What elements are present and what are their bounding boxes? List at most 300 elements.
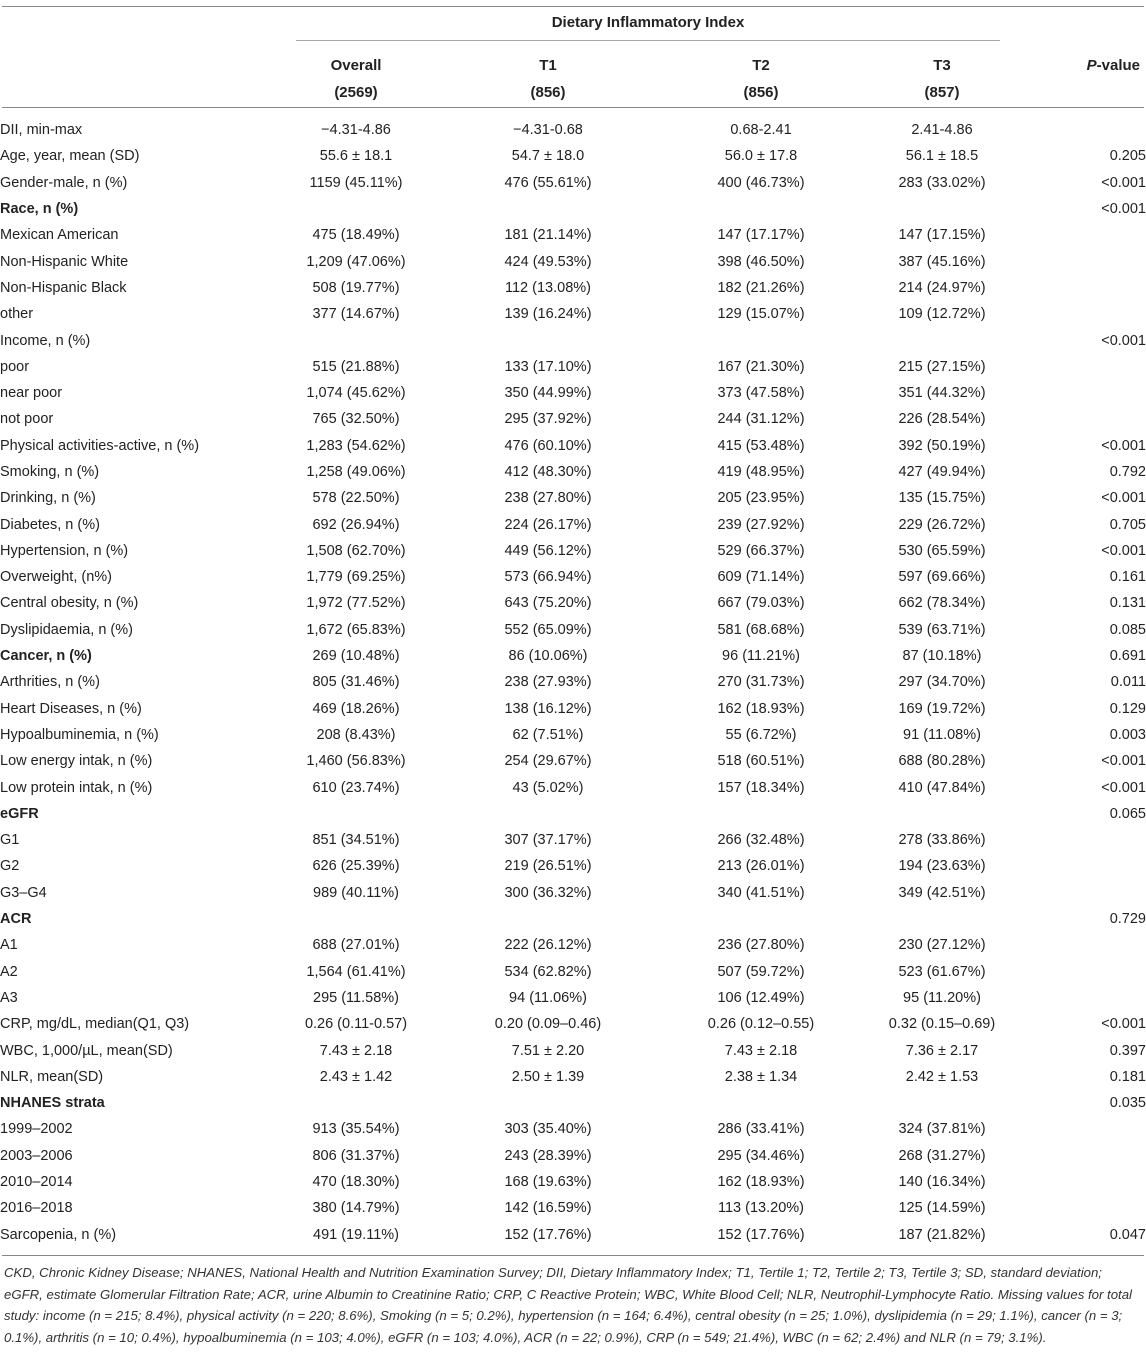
row-label: 2003–2006 [0, 1147, 73, 1164]
spacer-cell [416, 222, 488, 248]
cell-t3: 324 (37.81%) [898, 1121, 986, 1138]
cell-t3: 530 (65.59%) [898, 542, 986, 559]
table-row [0, 669, 1146, 695]
cell-t2: 152 (17.76%) [717, 1226, 805, 1243]
cell-overall: 1,209 (47.06%) [306, 253, 406, 270]
cell-t2: 0.68-2.41 [730, 122, 792, 139]
spacer-cell [416, 275, 488, 301]
table-row [0, 485, 1146, 511]
cell-t1: 300 (36.32%) [504, 884, 592, 901]
row-label: Overweight, (n%) [0, 569, 113, 586]
cell-pvalue: <0.001 [1101, 332, 1146, 349]
spacer-cell [608, 170, 701, 196]
cell-t1: 254 (29.67%) [504, 753, 592, 770]
cell-pvalue [1002, 222, 1146, 248]
spacer-cell [608, 1064, 701, 1090]
cell-t1: 94 (11.06%) [509, 989, 587, 1006]
row-label: Diabetes, n (%) [0, 516, 100, 533]
spacer-cell [416, 590, 488, 616]
spacer-cell [416, 143, 488, 169]
row-label: Age, year, mean (SD) [0, 148, 140, 165]
cell-t3: 140 (16.34%) [898, 1174, 986, 1191]
spacer-cell [416, 327, 488, 353]
spacer-cell [416, 853, 488, 879]
row-label: Central obesity, n (%) [0, 595, 139, 612]
cell-overall: 1,460 (56.83%) [306, 753, 406, 770]
spacer-cell [821, 564, 882, 590]
spacer-cell [608, 380, 701, 406]
cell-t3: 539 (63.71%) [898, 621, 986, 638]
cell-t2: 182 (21.26%) [717, 279, 805, 296]
cell-overall: 765 (32.50%) [312, 411, 400, 428]
cell-t3 [882, 196, 1002, 222]
cell-t3: 2.41-4.86 [911, 122, 973, 139]
cell-t3 [882, 1090, 1002, 1116]
spacer-cell [416, 932, 488, 958]
table-row [0, 880, 1146, 906]
cell-pvalue: <0.001 [1101, 753, 1146, 770]
spacer-cell [821, 801, 882, 827]
spacer-cell [821, 301, 882, 327]
cell-t3: 87 (10.18%) [902, 648, 982, 665]
spacer-cell [608, 354, 701, 380]
cell-pvalue: <0.001 [1101, 437, 1146, 454]
cell-t2: 236 (27.80%) [717, 937, 805, 954]
pvalue-italic: P [1086, 57, 1097, 74]
spacer-cell [416, 696, 488, 722]
cell-t1 [488, 1090, 608, 1116]
cell-t1: 152 (17.76%) [504, 1226, 592, 1243]
cell-t1: 573 (66.94%) [504, 569, 592, 586]
table-row [0, 170, 1146, 196]
cell-pvalue: 0.131 [1109, 595, 1146, 612]
cell-t1: 350 (44.99%) [504, 385, 592, 402]
spacer-cell [416, 1090, 488, 1116]
table-row [0, 906, 1146, 932]
spacer-cell [608, 590, 701, 616]
spacer-cell [821, 1143, 882, 1169]
cell-t3: 688 (80.28%) [898, 753, 986, 770]
cell-t1: 238 (27.93%) [504, 674, 592, 691]
row-label: Dyslipidaemia, n (%) [0, 621, 133, 638]
cell-t3: 230 (27.12%) [898, 937, 986, 954]
cell-overall: 578 (22.50%) [312, 490, 400, 507]
spacer-cell [608, 1221, 701, 1247]
table-body [0, 117, 1146, 1248]
cell-t2: 419 (48.95%) [717, 464, 805, 480]
table-row [0, 117, 1146, 143]
spacer-cell [608, 985, 701, 1011]
cell-t3: 135 (15.75%) [898, 490, 986, 507]
cell-t2 [701, 1090, 821, 1116]
cell-t2: 507 (59.72%) [717, 963, 805, 980]
row-label: NHANES strata [0, 1095, 105, 1112]
spacer-cell [608, 564, 701, 590]
spacer-cell [416, 801, 488, 827]
table-row [0, 511, 1146, 537]
spacer-cell [608, 275, 701, 301]
cell-pvalue: <0.001 [1101, 542, 1146, 559]
column-header-name: T1 [539, 57, 557, 74]
spacer-cell [821, 354, 882, 380]
table-bottom-rule [2, 1255, 1144, 1256]
cell-t2: 400 (46.73%) [717, 174, 805, 191]
table-row [0, 564, 1146, 590]
cell-t1: 168 (19.63%) [504, 1174, 592, 1191]
cell-t2 [701, 196, 821, 222]
cell-pvalue: 0.035 [1109, 1095, 1146, 1112]
spacer-cell [416, 196, 488, 222]
table-row [0, 1090, 1146, 1116]
row-label: A2 [0, 963, 18, 980]
spacer-cell [821, 643, 882, 669]
pvalue-rest: -value [1096, 57, 1140, 74]
cell-t3: 125 (14.59%) [898, 1200, 986, 1217]
cell-t2: 106 (12.49%) [717, 989, 805, 1006]
spacer-cell [416, 669, 488, 695]
table-row [0, 985, 1146, 1011]
cell-overall: 475 (18.49%) [312, 227, 400, 244]
spacer-cell [608, 1011, 701, 1037]
row-label: Mexican American [0, 227, 119, 244]
spacer-cell [416, 748, 488, 774]
spacer-cell [608, 117, 701, 143]
spacer-cell [821, 538, 882, 564]
table-row [0, 538, 1146, 564]
cell-t1: 43 (5.02%) [512, 779, 584, 796]
row-label: Hypertension, n (%) [0, 542, 129, 559]
row-label: not poor [0, 411, 54, 428]
spacer-cell [416, 959, 488, 985]
cell-pvalue: 0.011 [1110, 674, 1146, 691]
cell-overall: 7.43 ± 2.18 [319, 1042, 393, 1059]
cell-pvalue [1002, 275, 1146, 301]
cell-pvalue: <0.001 [1101, 1016, 1146, 1033]
spacer-cell [821, 275, 882, 301]
spacer-cell [821, 143, 882, 169]
cell-overall: 805 (31.46%) [312, 674, 400, 691]
spacer-cell [821, 433, 882, 459]
cell-t1: 534 (62.82%) [504, 963, 592, 980]
cell-t1: 7.51 ± 2.20 [511, 1042, 585, 1059]
cell-t3: 214 (24.97%) [898, 279, 986, 296]
data-table [0, 117, 1146, 1248]
cell-t3: 95 (11.20%) [903, 989, 981, 1006]
spacer-cell [821, 1037, 882, 1063]
column-header-t3 [882, 52, 1002, 106]
table-row [0, 433, 1146, 459]
spacer-cell [416, 617, 488, 643]
table-row [0, 853, 1146, 879]
cell-t3: 662 (78.34%) [898, 595, 986, 612]
cell-pvalue [1002, 248, 1146, 274]
spacer-cell [821, 248, 882, 274]
cell-overall [296, 1090, 416, 1116]
cell-t3: 229 (26.72%) [898, 516, 986, 533]
spacer-cell [416, 1116, 488, 1142]
table-row [0, 1116, 1146, 1142]
cell-t2: 667 (79.03%) [717, 595, 805, 612]
cell-t1: 86 (10.06%) [508, 648, 588, 665]
table-row [0, 959, 1146, 985]
cell-t3: 597 (69.66%) [898, 569, 986, 586]
cell-t3: 187 (21.82%) [898, 1226, 986, 1243]
cell-t1: 643 (75.20%) [504, 595, 592, 612]
spacer-cell [821, 1195, 882, 1221]
spacer-cell [416, 406, 488, 432]
spacer-cell [608, 485, 701, 511]
spacer-cell [821, 1116, 882, 1142]
cell-pvalue: <0.001 [1101, 490, 1146, 507]
cell-pvalue [1002, 959, 1146, 985]
row-label: eGFR [0, 805, 39, 822]
cell-overall: 508 (19.77%) [312, 279, 400, 296]
cell-t2: 398 (46.50%) [717, 253, 805, 270]
cell-t2 [701, 327, 821, 353]
row-label: CRP, mg/dL, median(Q1, Q3) [0, 1016, 190, 1033]
cell-overall: 1,972 (77.52%) [306, 595, 406, 612]
spacer-cell [821, 511, 882, 537]
cell-t2 [701, 906, 821, 932]
spacer-cell [821, 380, 882, 406]
cell-overall: 2.43 ± 1.42 [319, 1068, 393, 1085]
cell-overall: 0.26 (0.11-0.57) [304, 1016, 408, 1033]
group-header-rule [296, 40, 1000, 41]
cell-t2: 295 (34.46%) [717, 1147, 805, 1164]
cell-pvalue [1002, 1116, 1146, 1142]
table-row [0, 801, 1146, 827]
table-row [0, 143, 1146, 169]
cell-t3 [882, 327, 1002, 353]
cell-overall: 491 (19.11%) [313, 1226, 399, 1243]
spacer-cell [416, 354, 488, 380]
column-header-n: (857) [924, 84, 960, 101]
spacer-cell [608, 748, 701, 774]
table-row [0, 196, 1146, 222]
row-label: Low protein intak, n (%) [0, 779, 153, 796]
table-row [0, 380, 1146, 406]
cell-overall [296, 327, 416, 353]
cell-t1: 243 (28.39%) [504, 1147, 592, 1164]
cell-pvalue: 0.205 [1109, 148, 1146, 165]
cell-t2: 162 (18.93%) [717, 700, 805, 717]
cell-pvalue: 0.129 [1109, 700, 1146, 717]
cell-t2: 340 (41.51%) [717, 884, 805, 901]
cell-t2: 286 (33.41%) [717, 1121, 805, 1138]
column-header-n: (856) [743, 84, 779, 101]
spacer-cell [821, 985, 882, 1011]
spacer-cell [821, 590, 882, 616]
spacer-cell [416, 538, 488, 564]
cell-t1 [488, 327, 608, 353]
row-label: other [0, 306, 34, 323]
cell-t2: 0.26 (0.12–0.55) [707, 1016, 815, 1033]
column-header-name: Overall [330, 57, 382, 74]
spacer-cell [821, 853, 882, 879]
cell-t2: 157 (18.34%) [717, 779, 805, 796]
spacer-cell [821, 959, 882, 985]
cell-overall [296, 801, 416, 827]
column-header-n: (856) [530, 84, 566, 101]
column-header-overall [296, 52, 416, 106]
cell-overall: 515 (21.88%) [312, 358, 400, 375]
cell-pvalue [1002, 853, 1146, 879]
cell-t2: 205 (23.95%) [717, 490, 805, 507]
spacer-cell [821, 327, 882, 353]
cell-t1: −4.31-0.68 [513, 122, 583, 139]
spacer-cell [821, 748, 882, 774]
row-label: Non-Hispanic Black [0, 279, 127, 296]
cell-overall [296, 196, 416, 222]
row-label: Income, n (%) [0, 332, 91, 349]
spacer-cell [416, 170, 488, 196]
cell-t1: 224 (26.17%) [504, 516, 592, 533]
spacer-cell [608, 722, 701, 748]
group-header-title: Dietary Inflammatory Index [551, 14, 745, 31]
cell-t2: 96 (11.21%) [722, 648, 800, 665]
cell-overall: 208 (8.43%) [316, 726, 396, 743]
table-row [0, 222, 1146, 248]
cell-t2 [701, 801, 821, 827]
cell-pvalue [1002, 1169, 1146, 1195]
table-row [0, 1064, 1146, 1090]
spacer-cell [608, 880, 701, 906]
cell-t3: 215 (27.15%) [898, 358, 986, 375]
cell-t1: 295 (37.92%) [504, 411, 592, 428]
cell-t2: 7.43 ± 2.18 [724, 1042, 798, 1059]
spacer-cell [608, 459, 701, 485]
spacer-cell [416, 774, 488, 800]
cell-t1: 181 (21.14%) [504, 227, 592, 244]
table-row [0, 327, 1146, 353]
cell-t1: 303 (35.40%) [504, 1121, 592, 1138]
spacer-cell [416, 117, 488, 143]
cell-t1: 62 (7.51%) [512, 726, 584, 743]
cell-t2: 213 (26.01%) [717, 858, 805, 875]
cell-t1: 307 (37.17%) [504, 832, 592, 849]
cell-overall: 851 (34.51%) [312, 832, 400, 849]
cell-pvalue [1002, 380, 1146, 406]
spacer-cell [608, 538, 701, 564]
row-label: 1999–2002 [0, 1121, 73, 1138]
cell-pvalue: 0.161 [1109, 569, 1146, 586]
row-label: 2010–2014 [0, 1174, 73, 1191]
cell-t3 [882, 801, 1002, 827]
cell-t3: 278 (33.86%) [898, 832, 986, 849]
cell-pvalue [1002, 354, 1146, 380]
table-row [0, 1169, 1146, 1195]
table-row [0, 301, 1146, 327]
cell-overall: 913 (35.54%) [312, 1121, 400, 1138]
cell-t2: 2.38 ± 1.34 [724, 1068, 798, 1085]
spacer-cell [821, 722, 882, 748]
spacer-cell [608, 906, 701, 932]
cell-t1: 139 (16.24%) [504, 306, 592, 323]
cell-t1: 238 (27.80%) [504, 490, 592, 507]
cell-overall: 692 (26.94%) [312, 516, 400, 533]
table-row [0, 354, 1146, 380]
cell-overall: 55.6 ± 18.1 [319, 148, 393, 165]
cell-t3: 169 (19.72%) [898, 700, 986, 717]
spacer-cell [821, 1011, 882, 1037]
spacer-cell [416, 1195, 488, 1221]
row-label: NLR, mean(SD) [0, 1068, 104, 1085]
row-label: 2016–2018 [0, 1200, 73, 1217]
table-row [0, 932, 1146, 958]
cell-t1: 412 (48.30%) [504, 464, 592, 480]
spacer-cell [821, 827, 882, 853]
table-row [0, 1195, 1146, 1221]
table-row [0, 774, 1146, 800]
column-header-name: T2 [752, 57, 770, 74]
row-label: Cancer, n (%) [0, 648, 92, 665]
spacer-cell [821, 774, 882, 800]
spacer-cell [416, 880, 488, 906]
row-label: near poor [0, 385, 63, 402]
row-label: A1 [0, 937, 18, 954]
row-label: Physical activities-active, n (%) [0, 437, 200, 454]
spacer-cell [821, 669, 882, 695]
cell-overall: 1,564 (61.41%) [306, 963, 406, 980]
spacer-cell [821, 696, 882, 722]
spacer-cell [608, 1143, 701, 1169]
cell-t3: 523 (61.67%) [898, 963, 986, 980]
cell-overall: 269 (10.48%) [312, 648, 400, 665]
cell-pvalue: <0.001 [1101, 174, 1146, 191]
cell-overall: 1,672 (65.83%) [306, 621, 406, 638]
table-row [0, 1011, 1146, 1037]
cell-t2: 373 (47.58%) [717, 385, 805, 402]
table-row [0, 827, 1146, 853]
cell-overall: 1,779 (69.25%) [306, 569, 406, 586]
cell-t2: 270 (31.73%) [717, 674, 805, 691]
cell-overall: 1,283 (54.62%) [306, 437, 406, 454]
cell-overall: 470 (18.30%) [312, 1174, 400, 1191]
table-row [0, 1037, 1146, 1063]
spacer-cell [821, 485, 882, 511]
cell-t1: 138 (16.12%) [504, 700, 592, 717]
spacer-cell [608, 932, 701, 958]
cell-t1: 54.7 ± 18.0 [511, 148, 585, 165]
cell-t3: 91 (11.08%) [903, 726, 981, 743]
spacer-cell [821, 932, 882, 958]
row-label: Non-Hispanic White [0, 253, 129, 270]
cell-overall: 688 (27.01%) [312, 937, 400, 954]
cell-t2: 581 (68.68%) [717, 621, 805, 638]
table-row [0, 748, 1146, 774]
cell-pvalue: 0.705 [1109, 516, 1146, 533]
cell-pvalue: 0.065 [1109, 805, 1146, 822]
cell-t2: 529 (66.37%) [717, 542, 805, 559]
row-label: ACR [0, 911, 32, 928]
cell-pvalue [1002, 932, 1146, 958]
cell-t1: 222 (26.12%) [504, 937, 592, 954]
cell-t2: 415 (53.48%) [717, 437, 805, 454]
spacer-cell [608, 1195, 701, 1221]
cell-pvalue [1002, 827, 1146, 853]
cell-pvalue: <0.001 [1101, 779, 1146, 796]
cell-overall: 1159 (45.11%) [309, 174, 403, 191]
cell-t1: 133 (17.10%) [504, 358, 592, 375]
cell-t1: 476 (55.61%) [504, 174, 592, 191]
row-label: DII, min-max [0, 122, 83, 139]
cell-t3: 7.36 ± 2.17 [905, 1042, 979, 1059]
spacer-cell [608, 222, 701, 248]
spacer-cell [416, 459, 488, 485]
cell-overall: 1,074 (45.62%) [306, 385, 406, 402]
table-row [0, 1221, 1146, 1247]
cell-t2: 609 (71.14%) [717, 569, 805, 586]
